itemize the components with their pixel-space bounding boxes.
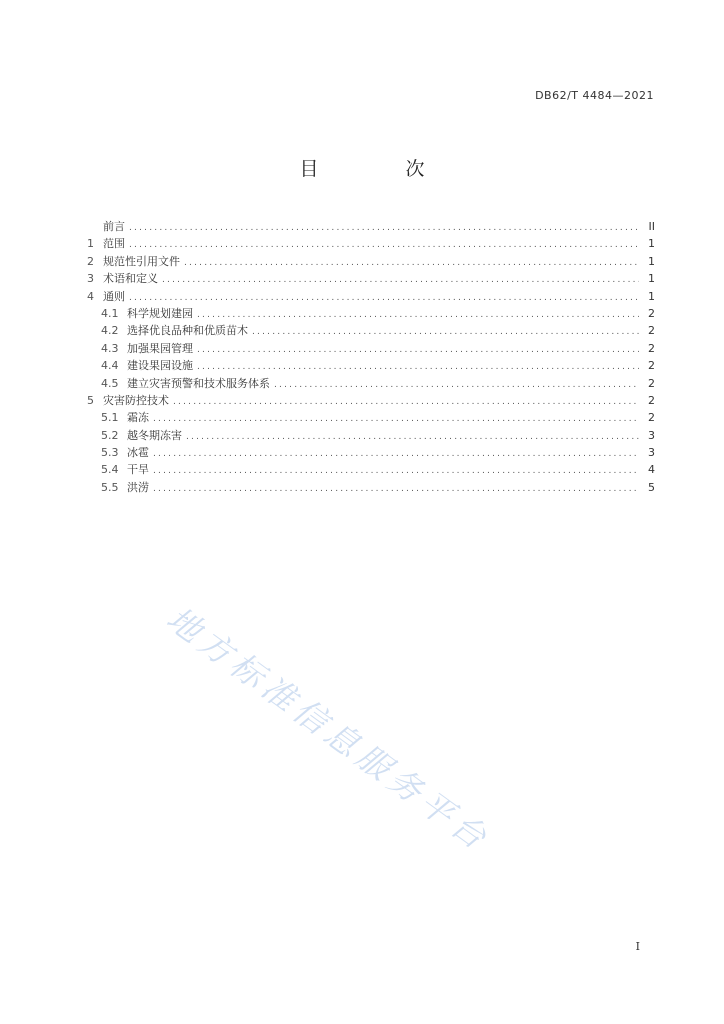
toc-entry[interactable] bbox=[87, 305, 655, 322]
toc-entry-page: 2 bbox=[648, 306, 655, 320]
toc-entry-label[interactable]: 规范性引用文件 bbox=[103, 254, 180, 268]
toc-entry[interactable] bbox=[87, 444, 655, 461]
toc-entry[interactable] bbox=[87, 427, 655, 444]
toc-entry-label[interactable]: 通则 bbox=[103, 289, 125, 303]
toc-entry-number: 4.1 bbox=[101, 306, 119, 320]
toc-entry-page: II bbox=[648, 220, 655, 233]
toc-entry-page: 3 bbox=[648, 428, 655, 442]
toc-entry-number: 1 bbox=[87, 237, 94, 251]
toc-leader-dots bbox=[197, 307, 639, 324]
toc-entry-label[interactable]: 建设果园设施 bbox=[127, 359, 193, 373]
toc-leader-dots bbox=[129, 237, 639, 254]
toc-entry-page: 2 bbox=[648, 341, 655, 355]
toc-entry-label[interactable]: 建立灾害预警和技术服务体系 bbox=[127, 376, 270, 390]
toc-entry-number: 5.3 bbox=[101, 446, 119, 460]
toc-entry[interactable] bbox=[87, 461, 655, 478]
toc-entry-number: 4.3 bbox=[101, 341, 119, 355]
toc-entry-number: 4 bbox=[87, 289, 94, 303]
toc-entry-number: 4.5 bbox=[101, 376, 119, 390]
toc-entry-page: 1 bbox=[648, 272, 655, 286]
toc-entry-number: 4.2 bbox=[101, 324, 119, 338]
toc-entry-page: 1 bbox=[648, 289, 655, 303]
standard-code: DB62/T 4484—2021 bbox=[535, 89, 654, 102]
toc-entry[interactable] bbox=[87, 322, 655, 339]
toc-leader-dots bbox=[184, 255, 639, 272]
toc-entry-number: 5 bbox=[87, 393, 94, 407]
toc-entry-label[interactable]: 术语和定义 bbox=[103, 272, 158, 286]
toc-entry-page: 1 bbox=[648, 254, 655, 268]
page-title: 目 次 bbox=[299, 158, 459, 180]
toc-entry-page: 2 bbox=[648, 324, 655, 338]
toc-entry[interactable] bbox=[87, 270, 655, 287]
toc-entry[interactable] bbox=[87, 375, 655, 392]
toc-leader-dots bbox=[153, 411, 639, 428]
toc-entry-label[interactable]: 范围 bbox=[103, 237, 125, 251]
toc-entry[interactable] bbox=[87, 288, 655, 305]
toc-entry[interactable] bbox=[87, 218, 655, 235]
toc-entry[interactable] bbox=[87, 340, 655, 357]
toc-leader-dots bbox=[129, 220, 639, 237]
toc-entry-label[interactable]: 科学规划建园 bbox=[127, 306, 193, 320]
toc-entry-label[interactable]: 加强果园管理 bbox=[127, 341, 193, 355]
toc-entry-number: 5.4 bbox=[101, 463, 119, 477]
toc-leader-dots bbox=[153, 446, 639, 463]
toc-entry[interactable] bbox=[87, 357, 655, 374]
toc-entry-page: 1 bbox=[648, 237, 655, 251]
toc-entry-number: 4.4 bbox=[101, 359, 119, 373]
toc-entry-page: 5 bbox=[648, 480, 655, 494]
toc-entry-label[interactable]: 冰雹 bbox=[127, 446, 149, 460]
toc-entry-label[interactable]: 霜冻 bbox=[127, 411, 149, 425]
toc-entry[interactable] bbox=[87, 479, 655, 496]
toc-entry-label[interactable]: 灾害防控技术 bbox=[103, 393, 169, 407]
toc-entry-page: 4 bbox=[648, 463, 655, 477]
toc-entry[interactable] bbox=[87, 409, 655, 426]
toc-leader-dots bbox=[173, 394, 639, 411]
toc-entry-number: 5.1 bbox=[101, 411, 119, 425]
toc-entry-page: 2 bbox=[648, 411, 655, 425]
toc-leader-dots bbox=[274, 377, 639, 394]
toc-leader-dots bbox=[129, 290, 639, 307]
toc-entry-number: 5.5 bbox=[101, 480, 119, 494]
toc-leader-dots bbox=[197, 342, 639, 359]
toc-entry[interactable] bbox=[87, 253, 655, 270]
toc-entry-page: 3 bbox=[648, 446, 655, 460]
table-of-contents bbox=[87, 218, 655, 496]
toc-entry-label[interactable]: 越冬期冻害 bbox=[127, 428, 182, 442]
toc-entry-number: 5.2 bbox=[101, 428, 119, 442]
toc-leader-dots bbox=[186, 429, 639, 446]
toc-entry-label[interactable]: 前言 bbox=[103, 220, 125, 233]
toc-entry-label[interactable]: 干旱 bbox=[127, 463, 149, 477]
toc-entry-page: 2 bbox=[648, 359, 655, 373]
watermark-text: 地方标准信息服务平台 bbox=[159, 598, 498, 860]
toc-entry-number: 2 bbox=[87, 254, 94, 268]
toc-entry[interactable] bbox=[87, 392, 655, 409]
toc-entry-page: 2 bbox=[648, 376, 655, 390]
toc-entry-label[interactable]: 洪涝 bbox=[127, 480, 149, 494]
toc-leader-dots bbox=[153, 463, 639, 480]
page-number: I bbox=[635, 940, 640, 953]
toc-entry-page: 2 bbox=[648, 393, 655, 407]
toc-leader-dots bbox=[153, 481, 639, 498]
toc-leader-dots bbox=[252, 324, 639, 341]
toc-entry[interactable] bbox=[87, 235, 655, 252]
toc-leader-dots bbox=[162, 272, 639, 289]
toc-entry-label[interactable]: 选择优良品种和优质苗木 bbox=[127, 324, 248, 338]
toc-entry-number: 3 bbox=[87, 272, 94, 286]
